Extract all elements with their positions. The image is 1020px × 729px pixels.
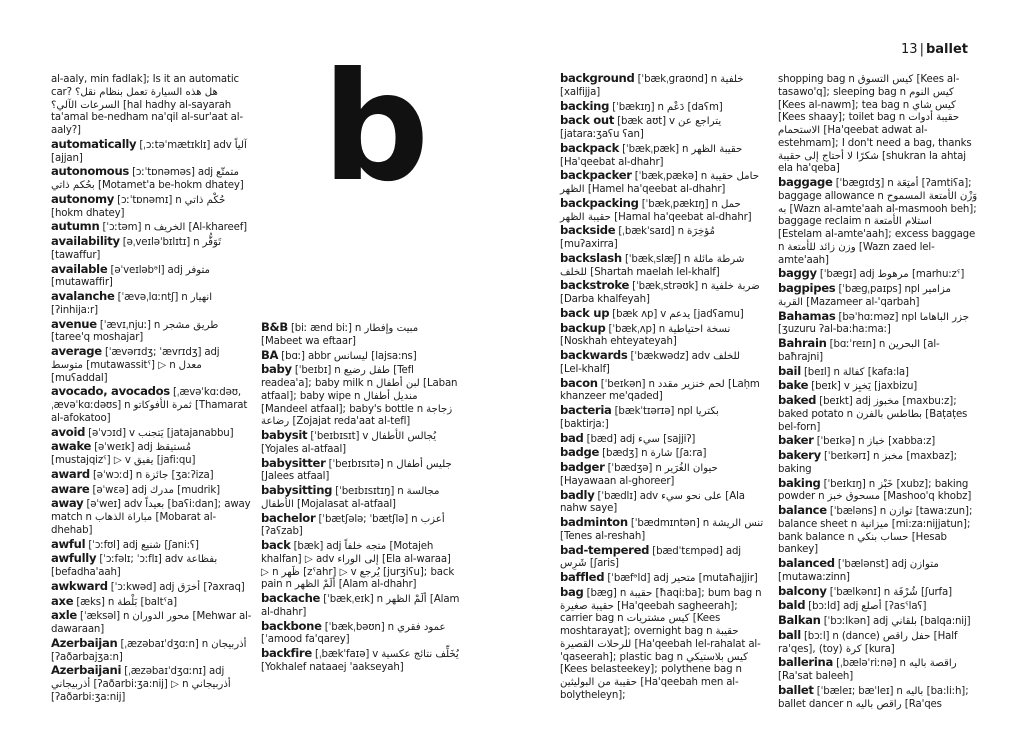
headword: axe [51, 593, 74, 608]
dictionary-entry [778, 449, 978, 477]
dictionary-entry [51, 426, 253, 441]
entry-definition: [ˈævəˌlɑːntʃ] n انهيار [ʔinhija:r] [51, 292, 213, 316]
dictionary-entry [560, 224, 764, 252]
headword: axle [51, 608, 77, 623]
entry-definition: [ˈbeɪkən] n لحم خنزير مقدد [Laḥm khanzeer me'qaded] [560, 378, 760, 403]
dictionary-entry [560, 446, 764, 461]
dictionary-entry [560, 586, 764, 703]
headword: ballerina [778, 655, 834, 670]
entry-definition: shopping bag n كيس التسوق [Kees al-tasawo'q]; sleeping bag n كيس النوم [Kees al-nawm]; tea bag n كيس شاي [Kees shaay]; toilet bag n حقيبة أدوات الاستحمام [Ha'qeebat adwat al-estehmam]; I don't need a bag, thanks شكرًا لا أحتاج إلى حقيبة [shukran la ahtaj ela ha'qeba] [778, 74, 972, 175]
dictionary-entry [560, 252, 764, 280]
dictionary-entry [261, 512, 461, 540]
entry-definition: [ˈbækˌpækɪŋ] n حمل حقيبة الظهر [Hamal ha'qeebat al-dhahr] [560, 198, 752, 223]
dictionary-entry [51, 497, 253, 537]
headword: baking [778, 475, 821, 490]
entry-definition: [ˈbækˌeɪk] n ألَمْ الظهر [Alam al-dhahr] [261, 594, 460, 618]
headword: BA [261, 347, 279, 362]
dictionary-entry [261, 321, 461, 349]
entry-definition: [bɑː] abbr ليسانس [lajsa:ns] [278, 350, 417, 362]
entry-definition: [ˌævəˈkɑːdəʊ, ˌævəˈkɑːdəʊs] n ثمرة الأفوكاتو [Thamarat al-afokatoo] [51, 387, 248, 424]
headword: baggy [778, 266, 817, 281]
dictionary-entry [560, 461, 764, 489]
dictionary-entry [778, 337, 978, 365]
dictionary-entry [560, 571, 764, 586]
headword: automatically [51, 136, 137, 151]
dictionary-entry [778, 365, 978, 380]
entry-definition: [əˈvɔɪd] v يَتجنب [jatajanabbu] [85, 427, 234, 439]
headword: Bahrain [778, 336, 827, 350]
dictionary-entry [51, 609, 253, 637]
dictionary-entry [560, 114, 764, 142]
dictionary-entry [778, 599, 978, 614]
headword: backslash [560, 250, 622, 265]
entry-definition: [ˈbæɡɪdʒ] n أمتِعَة [ʔamtiʕa]; baggage allowance n وَزْن الأمتعة المسموح به [Wazn al-amte'aah al-masmooh beh]; baggage reclaim n استلام الأمتعة [Estelam al-amte'aah]; excess baggage n وزن زائد للأمتعة [Wazn zaed lel-amte'aah] [778, 178, 978, 266]
entry-definition: [ˈbædʒə] n حيوان الغُرَير [Hayawaan al-ghoreer] [560, 463, 718, 487]
dictionary-entry [778, 557, 978, 585]
dictionary-entry [261, 539, 461, 592]
dictionary-entry [778, 394, 978, 434]
dictionary-entry [261, 620, 461, 648]
entry-definition: [ˈbeɪbɪ] n طفل رضيع [Tefl readea'a]; baby milk n لبن أطفال [Laban atfaal]; baby wipe n منديل أطفال [Mandeel atfaal]; baby's bottle n زجاجة رضاعة [Zojajat reda'aat al-tefl] [261, 365, 458, 428]
headword: avalanche [51, 289, 115, 303]
headword: baffled [560, 570, 605, 584]
dictionary-entry [261, 484, 461, 512]
entry-definition: [bɔːl] n (dance) حفل راقص [Half ra'qes], (toy) كرة [kura] [778, 630, 958, 655]
dictionary-entry [51, 165, 253, 193]
dictionary-entry [778, 176, 978, 267]
headword: bacteria [560, 403, 612, 417]
headword: bachelor [261, 510, 316, 525]
dictionary-entry [51, 263, 253, 291]
entry-definition: [ˈbædlɪ] adv على نحو سيء [Ala nahw saye] [560, 490, 745, 515]
entry-definition: [ˈbeɪbɪsɪtɪŋ] n مجالسة الأطفال [Mojalasat al-atfaal] [261, 486, 440, 510]
headword: award [51, 466, 90, 481]
entry-definition: [ˈbælkənɪ] n شُرْفَة [ʃurfa] [826, 586, 953, 598]
entry-definition: [ɔːˈtɒnəmɪ] n حُكْم ذاتي [hokm dhatey] [51, 194, 226, 219]
dictionary-entry [778, 684, 978, 712]
headword: autonomous [51, 164, 130, 179]
header-separator: | [919, 42, 924, 57]
headword: bad-tempered [560, 542, 650, 557]
entry-definition: al-aaly, min fadlak]; Is it an automatic car? هل هذه السيارة تعمل بنظام نقل؟ السرعات الآلي؟ [hal hadhy al-sayarah ta'amal be-nedham na'qil al-sur'aat al-aaly?] [51, 74, 243, 136]
headword: background [560, 71, 635, 85]
dictionary-entry [560, 72, 764, 100]
dictionary-entry [51, 318, 253, 346]
entry-definition: [ˌbækˈfaɪə] v يُخَلِّف نتائج عكسية [Yokhalef nataaej 'aakseyah] [261, 649, 459, 673]
entry-definition: [ˈbækɪŋ] n دَعْم [daʕm] [609, 101, 723, 113]
entry-definition: [ˈbeɪbɪsɪtə] n جليس أطفال [Jalees atfaal] [261, 458, 452, 483]
dictionary-entry [778, 434, 978, 449]
entry-definition: [ˌɔːtəˈmætɪklɪ] adv آلياً [ajjan] [51, 139, 247, 164]
entry-definition: [ˈbɔːlkən] adj بلقاني [balqa:nij] [820, 616, 971, 627]
dictionary-entry [778, 629, 978, 657]
dictionary-entry [261, 349, 461, 364]
dictionary-entry [51, 468, 253, 483]
dictionary-entry [51, 637, 253, 665]
entry-definition: [ˈbælənst] adj متوازن [mutawa:zinn] [778, 559, 939, 583]
dictionary-entry [778, 504, 978, 557]
headword: backpacker [560, 168, 632, 183]
entry-definition: [əˌveɪləˈbɪlɪtɪ] n تَوَفُّر [tawaffur] [51, 237, 222, 261]
dictionary-entry [51, 138, 253, 166]
entry-definition: [əˈweɪk] adj مُستيقظ [mustajqizˤ] ▷ v يفيق [jafi:qu] [51, 442, 196, 466]
entry-definition: [ˈbæfᵊld] adj متحير [mutaħajjir] [604, 573, 758, 584]
entry-definition: [ˈbætʃələ; ˈbætʃlə] n أعزب [ʔaʕzab] [261, 513, 445, 538]
entry-definition: [ˈbækwədz] adv للخلف [Lel-khalf] [560, 351, 741, 375]
entry-definition: [bəˈhɑːməz] npl جزر الباهاما [ʒuzuru ʔal-ba:ha:ma:] [778, 311, 969, 336]
dictionary-entry [778, 282, 978, 310]
dictionary-entry [778, 267, 978, 282]
headword: badly [560, 487, 595, 502]
entry-definition: [ˈbeɪkɪŋ] n خَبْز [xubz]; baking powder n مسحوق خبز [Mashoo'q khobz] [778, 478, 972, 503]
dictionary-entry [560, 489, 764, 517]
dictionary-entry [51, 72, 253, 138]
dictionary-entry [560, 377, 764, 405]
entry-definition: [ˌbækˈsaɪd] n مُؤخِرَة [muʔaxirra] [560, 226, 715, 250]
entry-definition: [ˈɔːfʊl] adj شنيع [ʃani:ʕ] [85, 539, 199, 551]
dictionary-entry [51, 385, 253, 425]
entry-definition: [bæd] adj سيء [sajjiʔ] [583, 433, 696, 445]
dictionary-entry [778, 614, 978, 629]
headword: backstroke [560, 278, 630, 293]
headword: availability [51, 234, 120, 248]
dictionary-entry [778, 379, 978, 394]
entry-definition: [ˈævərɪdʒ; ˈævrɪdʒ] adj متوسط [mutawassitˤ] ▷ n معدل [muʕaddal] [51, 347, 220, 384]
headword: backbone [261, 618, 322, 633]
headword: Bahamas [778, 308, 836, 323]
entry-definition: [bæɡ] n حقيبة [ħaqi:ba]; bum bag n حقيبة صغيرة [Ha'qeebah sagheerah]; carrier bag n كيس مشتريات [Kees moshtarayat]; overnight bag n حقيبة للرحلات القصيرة [Ha'qeebah lel-rahalat al-'qaseerah]; plastic bag n كيس بلاستيكي [Kees belasteekey]; polythene bag n حقيبة من البوليثين [Ha'qeebah men al-bolytheleyn]; [560, 587, 762, 701]
headword: badger [560, 460, 605, 474]
headword: backpacking [560, 195, 639, 210]
headword: bad [560, 430, 584, 445]
headword: bail [778, 363, 801, 378]
entry-definition: [əˈwɛə] adj مدرك [mudrik] [89, 484, 221, 496]
entry-definition: [bækˈtɪərɪə] npl بكتريا [baktirja:] [560, 406, 719, 430]
headword: bagpipes [778, 281, 836, 295]
headword: avenue [51, 316, 97, 331]
headword: ballet [778, 682, 814, 697]
headword: babysit [261, 428, 308, 442]
headword: babysitting [261, 483, 333, 497]
headword: balance [778, 503, 827, 517]
headword: awfully [51, 551, 97, 566]
dictionary-entry [560, 142, 764, 170]
dictionary-column-3 [560, 72, 764, 703]
entry-definition: [bæk] adj متجه خلفاً [Motajeh khalfan] ▷ adv إلى الوراء [Ela al-waraa] ▷ n ظَهر [zˤahr] ▷ v يُرجع [jurʒiʕu]; back pain n ألَمْ الظهر [Alam al-dhahr] [261, 541, 455, 591]
headword: backing [560, 98, 610, 113]
dictionary-entry [51, 595, 253, 610]
headword: Balkan [778, 613, 821, 627]
headword: awkward [51, 578, 108, 593]
dictionary-entry [51, 580, 253, 595]
section-letter: b [322, 41, 430, 215]
entry-definition: [ˈbeɪbɪsɪt] v يُجالس الأطفال [Yojales al-atfaal] [261, 431, 437, 455]
headword: back up [560, 305, 610, 320]
dictionary-entry [261, 647, 461, 675]
headword: available [51, 261, 108, 276]
entry-definition: [ˈbækˌpæk] n حقيبة الظهر [Ha'qeebat al-dhahr] [560, 143, 743, 168]
dictionary-entry [51, 345, 253, 385]
headword: B&B [261, 320, 288, 334]
entry-definition: [æks] n بَلْطة [baltˤa] [73, 596, 178, 608]
entry-definition: [bæk ʌp] v يدعم [jadʕamu] [609, 308, 744, 320]
headword: Azerbaijani [51, 663, 122, 678]
headword: baked [778, 393, 817, 407]
dictionary-entry [51, 440, 253, 468]
entry-definition: [ˈbeɪkərɪ] n مخبز [maxbaz]; baking [778, 451, 958, 475]
headword: Azerbaijan [51, 635, 118, 650]
headword: bacon [560, 375, 598, 390]
dictionary-entry [51, 235, 253, 263]
dictionary-entry [560, 516, 764, 544]
dictionary-entry [560, 100, 764, 115]
headword: back out [560, 113, 615, 128]
entry-definition: [ˈbæleɪ; bæˈleɪ] n باليه [ba:li:h]; ballet dancer n راقص باليه [Ra'qes [778, 685, 969, 710]
dictionary-entry [778, 656, 978, 684]
headword: babysitter [261, 455, 326, 470]
dictionary-entry [560, 322, 764, 350]
entry-definition: [bædʒ] n شارة [ʃaːra] [599, 448, 707, 460]
dictionary-entry [778, 477, 978, 505]
entry-definition: [biː ænd biː] n مبيت وإفطار [Mabeet wa eftaar] [261, 323, 419, 347]
entry-definition: [beɪl] n كفالة [kafa:la] [800, 366, 909, 378]
dictionary-entry [560, 544, 764, 572]
entry-definition: [beɪkt] adj مخبوز [maxbu:z]; baked potato n بطاطس بالفرن [Baṭaṭes bel-forn] [778, 396, 968, 433]
headword: backache [261, 591, 321, 605]
headword: bake [778, 378, 809, 393]
dictionary-entry [560, 404, 764, 432]
dictionary-entry [560, 349, 764, 377]
headword: autonomy [51, 191, 115, 206]
dictionary-entry [778, 310, 978, 338]
dictionary-entry [51, 552, 253, 580]
headword: baker [778, 433, 814, 448]
entry-definition: [ˈbækˌɡraʊnd] n خلفية [xalfijja] [560, 74, 744, 98]
dictionary-column-4 [778, 72, 978, 711]
dictionary-entry [778, 72, 978, 176]
entry-definition: [əˈwɔːd] n جائزة [ʒaːʔiza] [89, 469, 214, 481]
entry-definition: [əˈveɪləbᵊl] adj متوفر [mutawaffir] [51, 264, 211, 289]
headword: avocado, avocados [51, 384, 170, 399]
dictionary-entry [560, 307, 764, 322]
entry-definition: [ˈɔːfəlɪ; ˈɔːflɪ] adv بفظاعة [befadha'aah] [51, 554, 218, 578]
dictionary-entry [261, 457, 461, 485]
dictionary-entry [51, 220, 253, 235]
headword: backfire [261, 646, 312, 660]
headword: ball [778, 627, 801, 642]
dictionary-entry [778, 585, 978, 600]
headword: awful [51, 536, 86, 551]
dictionary-entry [261, 363, 461, 429]
headword: away [51, 496, 84, 511]
entry-definition: [beɪk] v يَخبِز [jaxbizu] [808, 381, 918, 393]
entry-definition: [ˈɔːtəm] n الخريف [Al-khareef] [99, 222, 248, 234]
headword: bakery [778, 448, 821, 462]
entry-definition: [ˌæzəbaɪˈdʒɑːnɪ] adj أذربيجاني [ʔaðarbi:ʒa:nij] ▷ n أذربيجاني [ʔaðarbi:ʒa:nij] [51, 666, 231, 703]
entry-definition: [bæk aʊt] v يتراجع عن [jataraːʒaʕu ʕan] [560, 116, 722, 140]
headword: aware [51, 481, 90, 496]
headword: backside [560, 223, 616, 238]
entry-definition: [ˈbæɡɪ] adj مرهوط [marhu:zˤ] [816, 269, 965, 281]
headword: backpack [560, 140, 620, 155]
headword: average [51, 344, 102, 358]
entry-definition: [ˌæzəbaɪˈdʒɑːn] n أذربيجان [ʔaðarbajʒa:n] [51, 638, 247, 663]
headword: badminton [560, 515, 628, 529]
entry-definition: [ˈbædmɪntən] n تنس الريشة [Tenes al-reshah] [560, 518, 764, 542]
headword: autumn [51, 219, 100, 234]
dictionary-entry [560, 169, 764, 197]
dictionary-entry [261, 592, 461, 620]
headword: balanced [778, 556, 835, 570]
dictionary-entry [51, 538, 253, 553]
headword: bald [778, 598, 806, 613]
entry-definition: [ˌbæləˈriːnə] n راقصة باليه [Ra'sat baleeh] [778, 658, 957, 682]
dictionary-entry [560, 432, 764, 447]
entry-definition: [əˈweɪ] adv بعيداً [baʕi:dan]; away match n مباراة الذهاب [Mobarat al-dhehab] [51, 499, 251, 536]
headword: backwards [560, 348, 628, 362]
dictionary-entry [560, 279, 764, 307]
dictionary-entry [51, 664, 253, 704]
entry-definition: [ˈæksəl] n محور الدوران [Mehwar al-dawaraan] [51, 611, 252, 635]
headword: baggage [778, 175, 833, 189]
dictionary-entry [51, 290, 253, 318]
headword: balcony [778, 583, 827, 598]
entry-definition: [ɔːˈtɒnəməs] adj متمتّع بحُكم ذاتي [Motamet'a be-hokm dhatey] [51, 167, 244, 191]
entry-definition: [ˈævɪˌnjuː] n طريق مشجر [taree'q moshajar] [51, 319, 219, 344]
headword: baby [261, 362, 292, 377]
entry-definition: [bɔːld] adj أصلع [ʔasˤlaʕ] [805, 601, 927, 613]
entry-definition: [ˈbækˌstrəʊk] n ضربة خلفية [Darba khalfeyah] [560, 281, 760, 305]
entry-definition: [ˈbækˌpækə] n حامل حقيبة الظهر [Hamel ha'qeebat al-dhahr] [560, 171, 760, 195]
headword: awake [51, 439, 92, 454]
entry-definition: [ˈɔːkwəd] adj أخرَق [ʔaxraq] [107, 581, 245, 593]
page-header [901, 42, 968, 57]
entry-definition: [bɑːˈreɪn] n البحرين [al-baħrajni] [778, 339, 940, 363]
dictionary-entry [261, 429, 461, 457]
entry-definition: [bædˈtɛmpəd] adj شَرِس [ʃaris] [560, 545, 741, 570]
entry-definition: [ˈbæɡˌpaɪps] npl مزامير القربة [Mazameer al-'qarbah] [778, 284, 951, 308]
page-number: 13 [901, 42, 918, 57]
headword: back [261, 538, 291, 552]
headword: backup [560, 320, 606, 335]
headword: avoid [51, 424, 86, 439]
entry-definition: [ˈbæləns] n توازن [tawa:zun]; balance sheet n ميزانية [mi:za:nijjatun]; bank balance n حساب بنكي [Hesab bankey] [778, 506, 973, 556]
entry-definition: [ˈbækˌslæʃ] n شرطة مائلة للخلف [Shartah maelah lel-khalf] [560, 253, 745, 278]
headword: badge [560, 445, 600, 460]
guide-word: ballet [925, 42, 968, 57]
dictionary-entry [560, 197, 764, 225]
entry-definition: [ˈbækˌbəʊn] n عمود فقري [ˈamood fa'qarey] [261, 621, 446, 646]
dictionary-column-2 [261, 321, 461, 675]
headword: bag [560, 584, 584, 599]
entry-definition: [ˈbeɪkə] n خباز [xabba:z] [813, 436, 936, 448]
dictionary-column-1 [51, 72, 253, 705]
entry-definition: [ˈbækˌʌp] n نسخة احتياطية [Noskhah ehteyateyah] [560, 323, 731, 348]
dictionary-entry [51, 193, 253, 221]
